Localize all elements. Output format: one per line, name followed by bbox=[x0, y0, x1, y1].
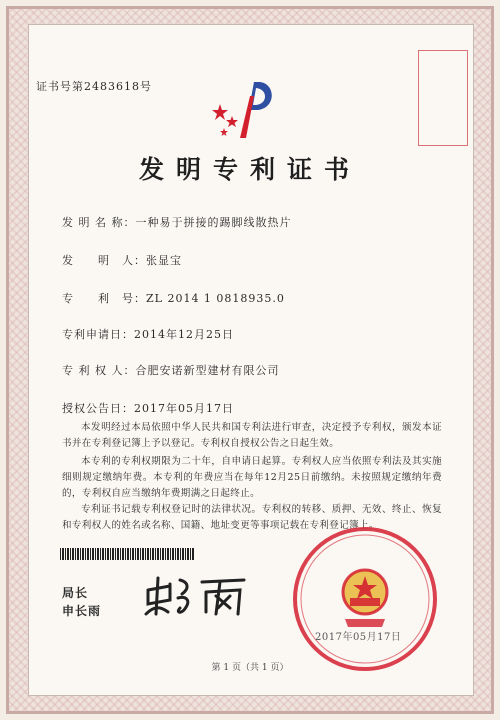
director-name: 申长雨 bbox=[62, 604, 102, 618]
director-signature bbox=[140, 570, 260, 620]
seal-date: 2017年05月17日 bbox=[315, 632, 402, 643]
cnipa-logo-icon bbox=[210, 76, 280, 142]
filing-date: 专利申请日：2014年12月25日 bbox=[62, 328, 234, 341]
top-red-stamp bbox=[418, 50, 468, 146]
page-number: 第 1 页（共 1 页） bbox=[211, 663, 289, 673]
body-paragraph: 本专利的专利权期限为二十年，自申请日起算。专利权人应当依照专利法及其实施细则规定缴纳年费。本专利的年费应当在每年12月25日前缴纳。未按照规定缴纳年费的，专利权自应当缴纳年费期满之日起终止。 bbox=[62, 456, 442, 499]
national-ip-office-seal bbox=[290, 524, 440, 674]
barcode bbox=[60, 548, 194, 560]
certificate-number: 证书号第2483618号 bbox=[36, 80, 152, 93]
inventor: 发 明 人：张显宝 bbox=[62, 254, 182, 267]
certificate-title: 发明专利证书 bbox=[138, 155, 361, 184]
grant-date: 授权公告日：2017年05月17日 bbox=[62, 402, 234, 415]
patent-number: 专 利 号：ZL 2014 1 0818935.0 bbox=[62, 292, 285, 305]
director-title: 局长 bbox=[62, 586, 89, 600]
patentee: 专 利 权 人：合肥安诺新型建材有限公司 bbox=[62, 364, 280, 377]
body-paragraph: 本发明经过本局依照中华人民共和国专利法进行审查，决定授予专利权，颁发本证书并在专利登记簿上予以登记。专利权自授权公告之日起生效。 bbox=[62, 422, 442, 449]
invention-name: 发 明 名 称：一种易于拼接的踢脚线散热片 bbox=[62, 216, 292, 229]
body-paragraph: 专利证书记载专利权登记时的法律状况。专利权的转移、质押、无效、终止、恢复和专利权人的姓名或名称、国籍、地址变更等事项记载在专利登记簿上。 bbox=[62, 504, 442, 531]
